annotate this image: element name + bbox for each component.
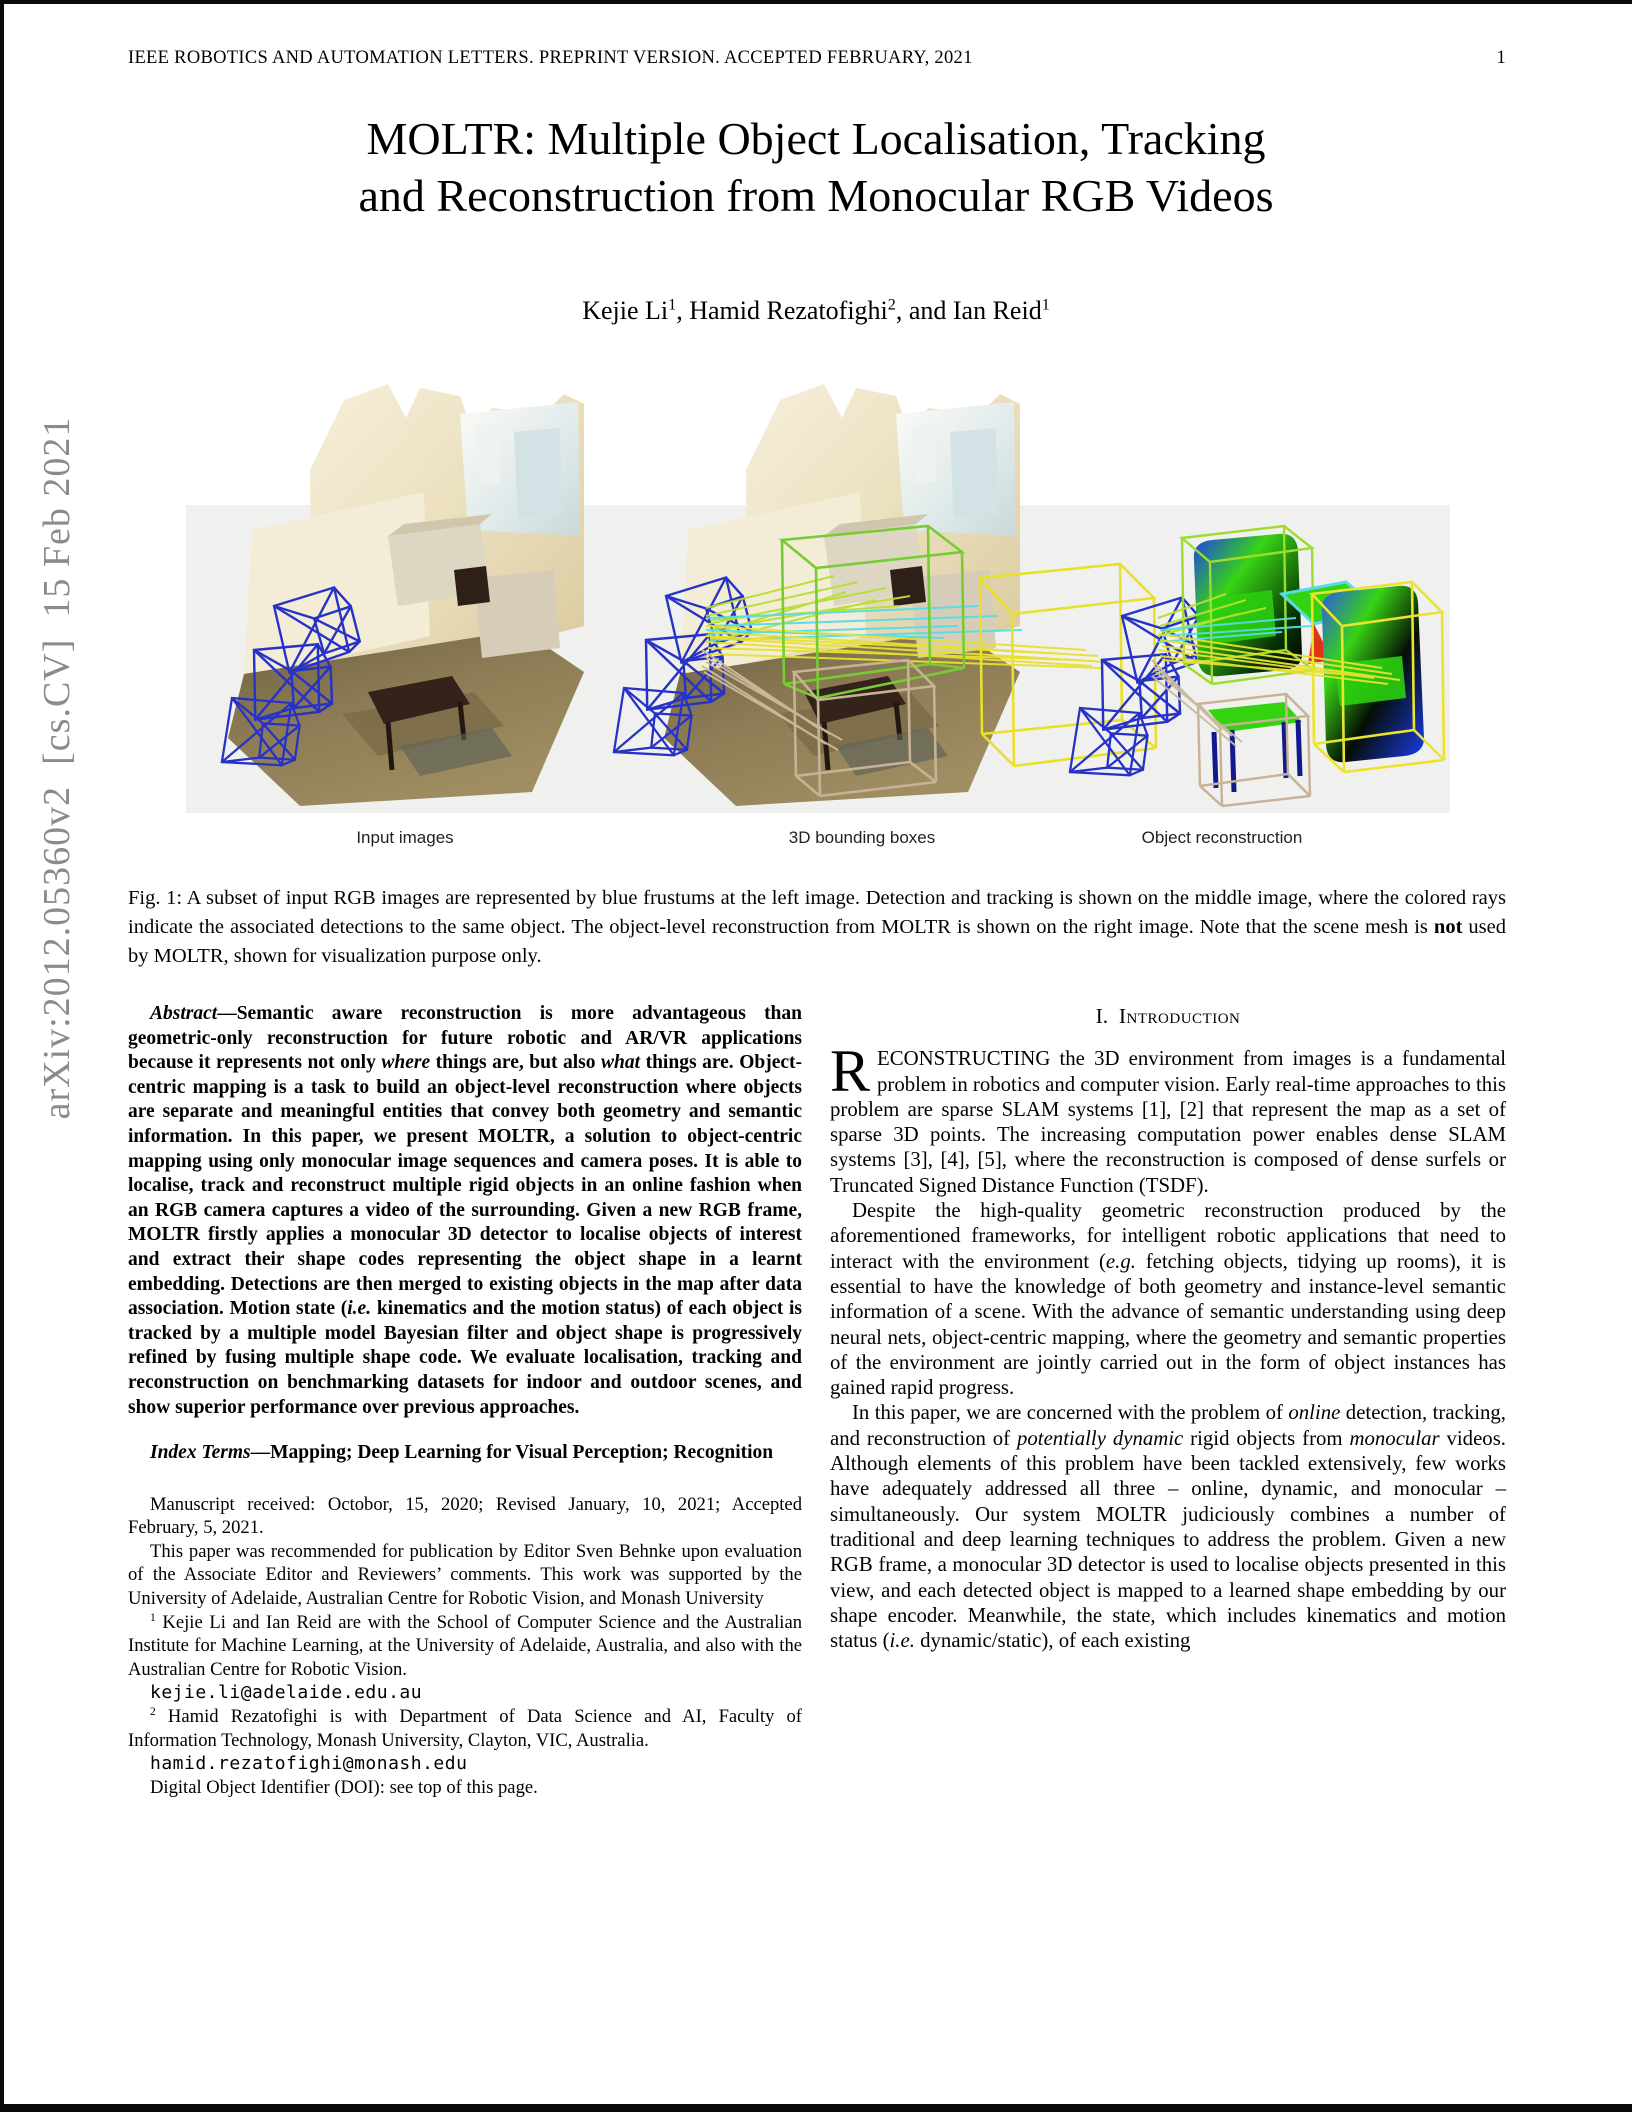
footnote-manuscript: Manuscript received: Octobor, 15, 2020; Revised January, 10, 2021; Accepted February, 5, 2021. <box>128 1493 802 1539</box>
figure-label-3d-bounding-boxes: 3D bounding boxes <box>788 828 936 847</box>
abstract <box>128 1002 802 1420</box>
figure-label-input-images: Input images <box>356 828 454 847</box>
footnote-block <box>128 1493 802 1800</box>
figure-1 <box>186 368 1450 873</box>
email-kejie-li: kejie.li@adelaide.edu.au <box>150 1682 423 1704</box>
abstract-text: Abstract—Semantic aware reconstruction is more advantageous than geometric-only reconstruction for future robotic and AR/VR applications because it represents not only where things are, but also what things are. Object-centric mapping is a task to build an object-level reconstruction where objects are separate and meaningful entities that convey both geometry and semantic information. In this paper, we present MOLTR, a solution to object-centric mapping using only monocular image sequences and camera poses. It is able to localise, track and reconstruct multiple rigid objects in an online fashion when an RGB camera captures a video of the surrounding. Given a new RGB frame, MOLTR firstly applies a monocular 3D detector to localise objects of interest and extract their shape codes representing the object shape in a learnt embedding. Detections are then merged to existing objects in the map after data association. Motion state (i.e. kinematics and the motion status) of each object is tracked by a multiple model Bayesian filter and object shape is progressively refined by fusing multiple shape code. We evaluate localisation, tracking and reconstruction on benchmarking datasets for indoor and outdoor scenes, and show superior performance over previous approaches. <box>128 1003 802 1418</box>
footnote-doi: Digital Object Identifier (DOI): see top of this page. <box>150 1776 538 1798</box>
email-hamid-rezatofighi: hamid.rezatofighi@monash.edu <box>150 1753 468 1775</box>
index-terms-text: Index Terms—Mapping; Deep Learning for Visual Perception; Recognition <box>150 1442 774 1464</box>
footnote-recommendation: This paper was recommended for publication by Editor Sven Behnke upon evaluation of the Associate Editor and Reviewers’ comments. This work was supported by the University of Adelaide, Australian Centre for Robotic Vision, and Monash University <box>128 1540 802 1610</box>
figure-1-artwork <box>186 368 1450 818</box>
section-heading-introduction: I. Introduction <box>1095 1004 1241 1028</box>
left-column <box>128 1002 802 1799</box>
intro-paragraph-2: Despite the high-quality geometric reconstruction produced by the aforementioned frameworks, for intelligent robotic applications that need to interact with the environment (e.g. fetching objects, tidying up rooms), it is essential to have the knowledge of both geometry and instance-level semantic information of a scene. With the advance of semantic understanding using deep neural nets, object-centric mapping, where the geometry and semantic properties of the environment are jointly carried out in the form of object instances has gained rapid progress. <box>830 1199 1506 1400</box>
figure-1-caption: Fig. 1: A subset of input RGB images are represented by blue frustums at the left image. Detection and tracking is shown on the middle image, where the colored rays indicate the associated detections to the same object. The object-level reconstruction from MOLTR is shown on the right image. Note that the scene mesh is not used by MOLTR, shown for visualization purpose only. <box>128 887 1506 967</box>
arxiv-watermark: arXiv:2012.05360v2 [cs.CV] 15 Feb 2021 <box>36 416 78 1120</box>
index-terms <box>128 1441 802 1466</box>
journal-line: IEEE ROBOTICS AND AUTOMATION LETTERS. PREPRINT VERSION. ACCEPTED FEBRUARY, 2021 <box>128 48 973 68</box>
page-top-edge <box>0 0 1632 4</box>
page-bottom-edge <box>0 2104 1632 2112</box>
paper-title: MOLTR: Multiple Object Localisation, Tracking and Reconstruction from Monocular RGB Videos <box>358 113 1274 221</box>
intro-paragraph-3: In this paper, we are concerned with the problem of online detection, tracking, and reconstruction of potentially dynamic rigid objects from monocular videos. Although elements of this problem have been tackled extensively, few works have adequately addressed all three – online, dynamic, and monocular – simultaneously. Our system MOLTR judiciously combines a number of traditional and deep learning techniques to address the problem. Given a new RGB frame, a monocular 3D detector is used to localise objects presented in this view, and each detected object is mapped to a learned shape embedding by our shape encoder. Meanwhile, the state, which includes kinematics and motion status (i.e. dynamic/static), of each existing <box>830 1401 1506 1653</box>
page-number: 1 <box>1496 48 1506 68</box>
input-images-panel <box>216 384 584 806</box>
figure-label-object-reconstruction: Object reconstruction <box>1141 828 1303 847</box>
footnote-affiliation-2: $^2$ Hamid Rezatofighi is with Department of Data Science and AI, Faculty of Information Technology, Monash University, Clayton, VIC, Australia. <box>128 1705 802 1751</box>
author-list: Kejie Li$^1$, Hamid Rezatofighi$^2$, and Ian Reid$^1$ <box>582 296 1050 325</box>
footnote-affiliation-1: $^1$ Kejie Li and Ian Reid are with the School of Computer Science and the Australian Institute for Machine Learning, at the University of Adelaide, Australia, and also with the Australian Centre for Robotic Vision. <box>128 1611 802 1680</box>
intro-paragraph-1: RECONSTRUCTING the 3D environment from images is a fundamental problem in robotics and computer vision. Early real-time approaches to this problem are sparse SLAM systems [1], [2] that represent the map as a set of sparse 3D points. The increasing computation power enables dense SLAM systems [3], [4], [5], where the reconstruction is composed of dense surfels or Truncated Signed Distance Function (TSDF). <box>830 1038 1506 1197</box>
running-header <box>128 48 1506 69</box>
right-column <box>830 1002 1506 1653</box>
